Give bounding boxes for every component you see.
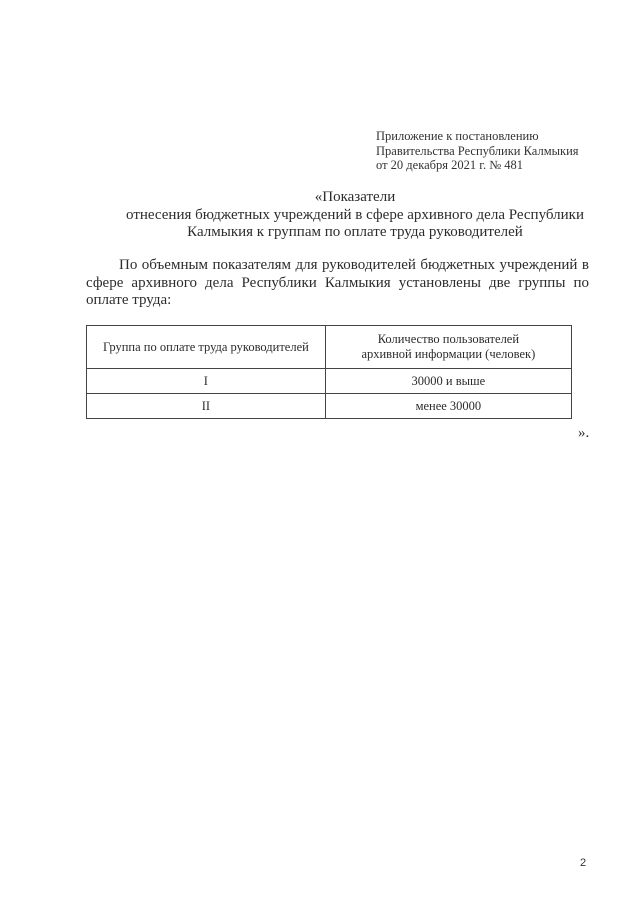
title-line: «Показатели bbox=[314, 189, 396, 205]
body-paragraph bbox=[86, 257, 589, 310]
document-title bbox=[60, 189, 640, 242]
closing-quote: ». bbox=[578, 425, 590, 441]
pay-groups-table bbox=[86, 325, 572, 419]
table-row bbox=[87, 369, 572, 394]
paragraph-line: По объемным показателям для руководителей бюджетных учреждений в bbox=[119, 257, 589, 273]
table-header-row bbox=[87, 326, 572, 369]
page-number: 2 bbox=[580, 857, 587, 869]
cell-group: II bbox=[87, 394, 326, 419]
cell-users-count: 30000 и выше bbox=[325, 369, 571, 394]
header-users-count-text: Количество пользователей архивной информации (человек) bbox=[361, 332, 536, 361]
appendix-line: Приложение к постановлению bbox=[376, 129, 539, 143]
cell-users-count: менее 30000 bbox=[325, 394, 571, 419]
appendix-note bbox=[376, 129, 579, 173]
header-group: Группа по оплате труда руководителей bbox=[87, 326, 326, 369]
appendix-line: от 20 декабря 2021 г. № 481 bbox=[376, 158, 524, 172]
table-row bbox=[87, 394, 572, 419]
header-users-count bbox=[325, 326, 571, 369]
paragraph-line: оплате труда: bbox=[86, 292, 172, 308]
paragraph-line: сфере архивного дела Республики Калмыкия установлены две группы по bbox=[86, 274, 589, 291]
title-line: отнесения бюджетных учреждений в сфере архивного дела Республики bbox=[126, 206, 584, 223]
cell-group: I bbox=[87, 369, 326, 394]
title-line: Калмыкия к группам по оплате труда руководителей bbox=[187, 224, 523, 240]
appendix-line: Правительства Республики Калмыкия bbox=[376, 143, 579, 158]
